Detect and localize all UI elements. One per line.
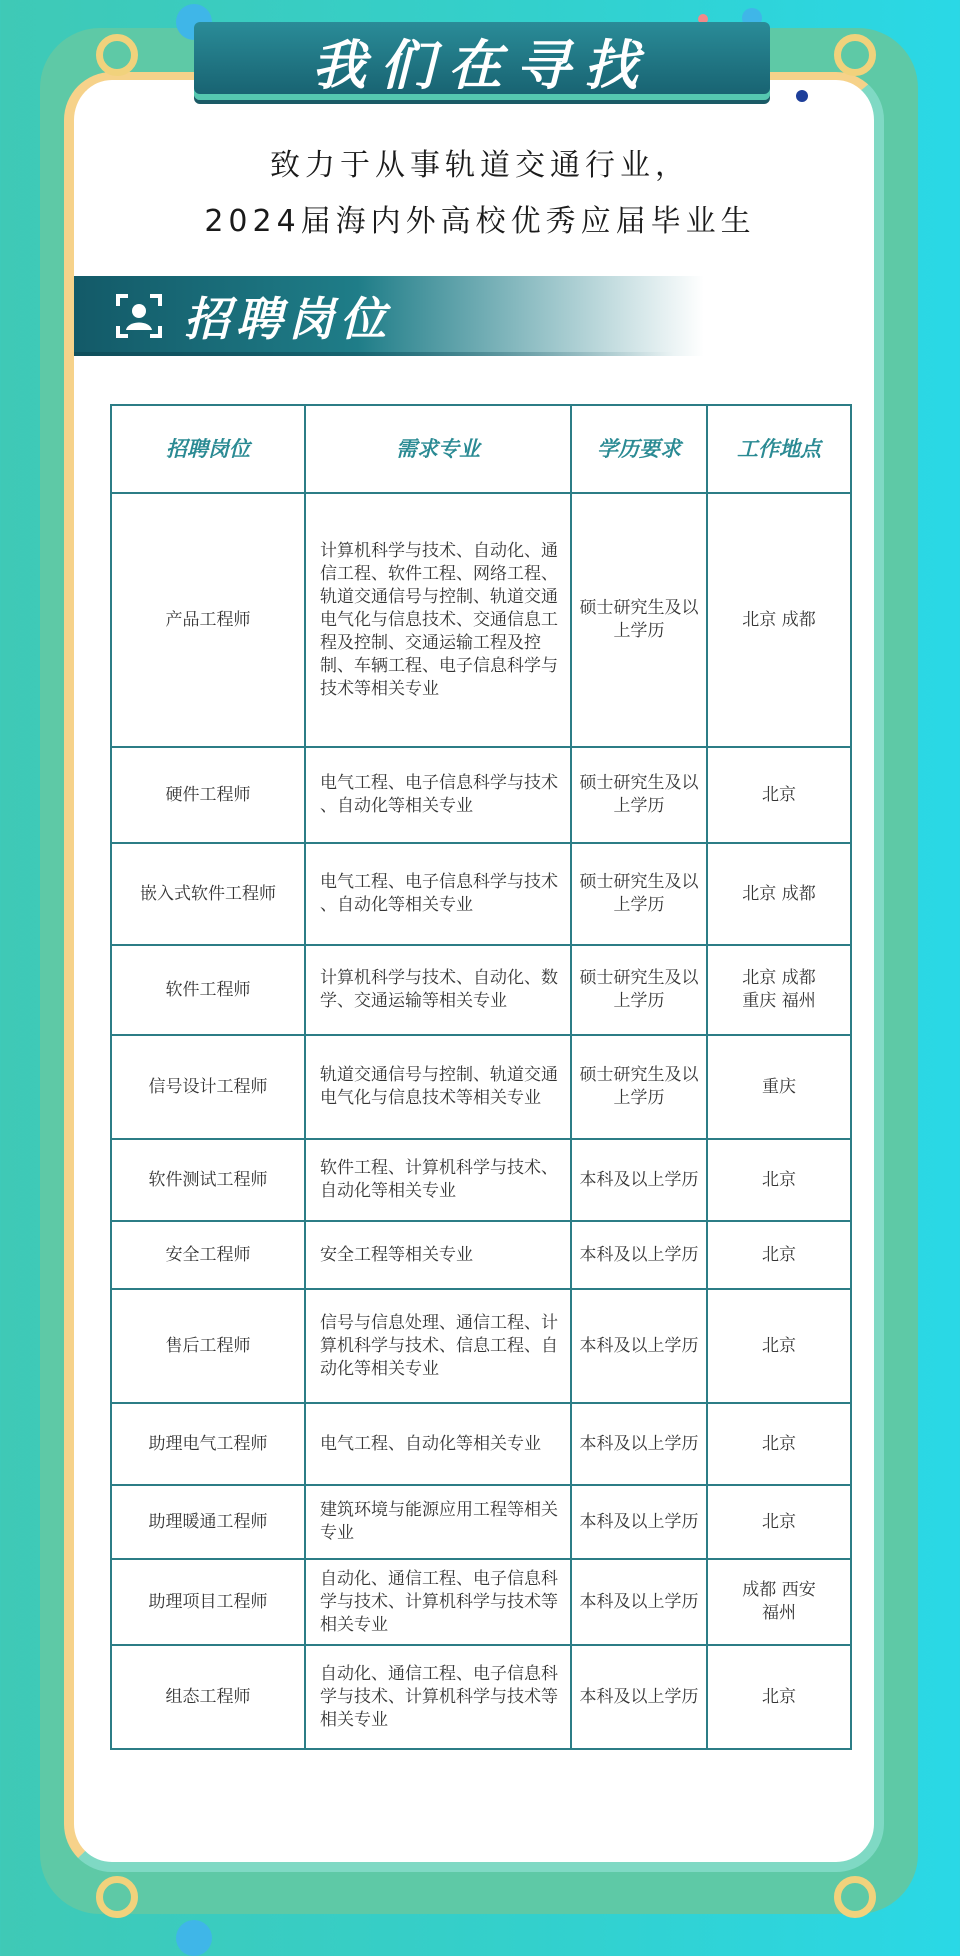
cell-education: 本科及以上学历: [571, 1559, 707, 1645]
cell-majors: 电气工程、电子信息科学与技术 、自动化等相关专业: [305, 747, 571, 843]
cell-location: 北京: [707, 1403, 851, 1485]
title-banner: [194, 22, 770, 100]
section-underline: [74, 352, 674, 356]
cell-location: 北京 成都: [707, 493, 851, 747]
table-row: [111, 1559, 851, 1645]
cell-position: 助理电气工程师: [111, 1403, 305, 1485]
ring-decoration-top-right: [834, 34, 876, 76]
cell-education: 硕士研究生及以上学历: [571, 493, 707, 747]
header-education: 学历要求: [571, 405, 707, 493]
cell-location: 重庆: [707, 1035, 851, 1139]
table-row: [111, 1485, 851, 1559]
cell-position: 安全工程师: [111, 1221, 305, 1289]
cell-education: 本科及以上学历: [571, 1403, 707, 1485]
dot-decoration: [796, 90, 808, 102]
table-row: [111, 1645, 851, 1749]
positions-table: [110, 404, 852, 1750]
cell-majors: 自动化、通信工程、电子信息科学与技术、计算机科学与技术等相关专业: [305, 1559, 571, 1645]
cell-majors: 建筑环境与能源应用工程等相关专业: [305, 1485, 571, 1559]
cell-education: 本科及以上学历: [571, 1485, 707, 1559]
cell-position: 软件测试工程师: [111, 1139, 305, 1221]
section-title: 招聘岗位: [184, 292, 392, 346]
cell-position: 售后工程师: [111, 1289, 305, 1403]
cell-majors: 自动化、通信工程、电子信息科学与技术、计算机科学与技术等相关专业: [305, 1645, 571, 1749]
cell-position: 助理暖通工程师: [111, 1485, 305, 1559]
cell-majors: 电气工程、自动化等相关专业: [305, 1403, 571, 1485]
cell-position: 组态工程师: [111, 1645, 305, 1749]
table-header-row: [111, 405, 851, 493]
table-row: [111, 1139, 851, 1221]
ring-decoration-top-left: [96, 34, 138, 76]
cell-majors: 安全工程等相关专业: [305, 1221, 571, 1289]
header-majors: 需求专业: [305, 405, 571, 493]
table-row: [111, 1221, 851, 1289]
cell-education: 本科及以上学历: [571, 1221, 707, 1289]
cell-majors: 软件工程、计算机科学与技术、自动化等相关专业: [305, 1139, 571, 1221]
cell-position: 产品工程师: [111, 493, 305, 747]
table-row: [111, 1035, 851, 1139]
intro-line-2: 2024届海内外高校优秀应届毕业生: [204, 204, 756, 239]
table-row: [111, 1289, 851, 1403]
person-frame-icon: [114, 292, 164, 340]
ring-decoration-bottom-right: [834, 1876, 876, 1918]
cell-education: 本科及以上学历: [571, 1645, 707, 1749]
cell-location: 北京 成都 重庆 福州: [707, 945, 851, 1035]
cell-location: 北京: [707, 1139, 851, 1221]
cell-position: 软件工程师: [111, 945, 305, 1035]
cell-location: 北京: [707, 1289, 851, 1403]
header-location: 工作地点: [707, 405, 851, 493]
section-header: [74, 276, 704, 356]
header-position: 招聘岗位: [111, 405, 305, 493]
table-row: [111, 1403, 851, 1485]
table-row: [111, 747, 851, 843]
cell-majors: 信号与信息处理、通信工程、计算机科学与技术、信息工程、自动化等相关专业: [305, 1289, 571, 1403]
cell-majors: 电气工程、电子信息科学与技术 、自动化等相关专业: [305, 843, 571, 945]
cell-education: 本科及以上学历: [571, 1139, 707, 1221]
cell-location: 北京: [707, 1645, 851, 1749]
banner-title: 我们在寻找: [312, 33, 652, 97]
cell-location: 北京: [707, 747, 851, 843]
dot-decoration: [176, 1920, 212, 1956]
cell-location: 北京: [707, 1221, 851, 1289]
cell-majors: 计算机科学与技术、自动化、数学、交通运输等相关专业: [305, 945, 571, 1035]
cell-majors: 计算机科学与技术、自动化、通信工程、软件工程、网络工程、轨道交通信号与控制、轨道交通电气化与信息技术、交通信息工程及控制、交通运输工程及控制、车辆工程、电子信息科学与技术等相关专业: [305, 493, 571, 747]
cell-location: 北京 成都: [707, 843, 851, 945]
table-row: [111, 843, 851, 945]
cell-education: 硕士研究生及以上学历: [571, 1035, 707, 1139]
cell-location: 成都 西安 福州: [707, 1559, 851, 1645]
cell-education: 硕士研究生及以上学历: [571, 945, 707, 1035]
cell-education: 硕士研究生及以上学历: [571, 843, 707, 945]
cell-location: 北京: [707, 1485, 851, 1559]
cell-position: 硬件工程师: [111, 747, 305, 843]
cell-education: 本科及以上学历: [571, 1289, 707, 1403]
cell-majors: 轨道交通信号与控制、轨道交通电气化与信息技术等相关专业: [305, 1035, 571, 1139]
table-row: [111, 493, 851, 747]
cell-education: 硕士研究生及以上学历: [571, 747, 707, 843]
intro-line-1: 致力于从事轨道交通行业，: [270, 148, 690, 183]
cell-position: 助理项目工程师: [111, 1559, 305, 1645]
cell-position: 嵌入式软件工程师: [111, 843, 305, 945]
ring-decoration-bottom-left: [96, 1876, 138, 1918]
table-row: [111, 945, 851, 1035]
cell-position: 信号设计工程师: [111, 1035, 305, 1139]
